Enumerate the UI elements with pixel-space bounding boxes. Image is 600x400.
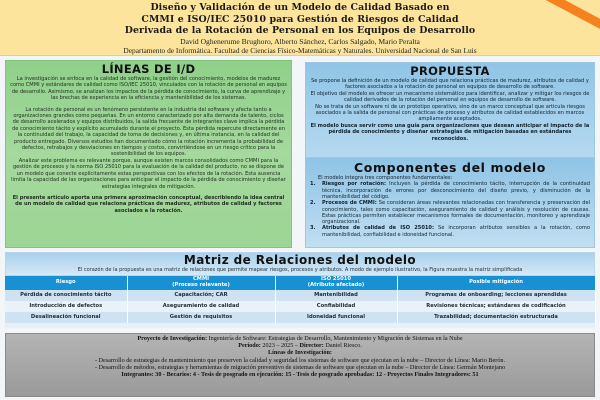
authors: David Oghenerume Brughoro, Alberto Sánchez, Carlos Salgado, Mario Peralta — [180, 36, 420, 46]
poster-title-line-1: Diseño y Validación de un Modelo de Calidad Basado en — [150, 2, 450, 13]
project-footer — [5, 333, 595, 397]
componente-keyword: Atributos de calidad de ISO 25010: — [322, 225, 435, 232]
lines-title: Líneas de Investigación: — [268, 349, 332, 357]
cell-iso: Confiabilidad — [275, 301, 397, 312]
poster-title-line-2: CMMI e ISO/IEC 25010 para Gestión de Riesgos de Calidad — [141, 13, 459, 25]
propuesta-title: PROPUESTA — [410, 64, 490, 78]
poster-header — [0, 0, 600, 56]
componente-item — [310, 181, 590, 200]
matriz-description: El corazón de la propuesta es una matriz de relaciones que permite mapear riesgos, procesos y atributos. A modo de ejemplo ilustrativo, la Figura muestra la matriz simplificada — [77, 267, 523, 273]
column-header-cmmi: CMMI (Proceso relevante) — [127, 276, 275, 290]
period-line: Período: 2023 – 2025 – Director: Daniel Riesco. — [238, 342, 362, 350]
propuesta-paragraph-3: No se trata de un software ni de un prototipo operativo, sino de un marco conceptual que articula riesgos asociados a la salida de personal con prácticas de proceso y atributos de calidad establecidos en marcos ampliamente aceptados. — [315, 103, 585, 123]
componente-item — [310, 225, 590, 238]
propuesta-paragraph-1: Se propone la definición de un modelo de calidad que relaciona prácticas de madurez, atributos de calidad y factores asociados a la rotación de personal en equipos de desarrollo de software. — [311, 78, 589, 91]
research-line-2: - Desarrollo de métodos, estrategias y herramientas de migración preventivo de sistemas de software que ejecutan en la nube – Director de Línea: Germán Montejano — [94, 363, 506, 371]
table-row — [5, 301, 595, 312]
matriz-header — [5, 252, 595, 276]
componentes-title: Componentes del modelo — [353, 160, 546, 175]
project-line: Proyecto de Investigación: Ingeniería de Software: Estrategias de Desarrollo, Mantenimiento y Migración de Sistemas en la Nube — [137, 335, 463, 342]
project-stats: Integrantes: 30 - Becarios: 4 - Tesis de posgrado en ejecución: 15 - Tesis de posgrado aprobadas: 12 - Proyectos Finales Integradores: 51 — [121, 371, 479, 379]
cell-mitigacion: Programas de onboarding; lecciones aprendidas — [397, 290, 595, 301]
lineas-title: LÍNEAS DE I/D — [101, 62, 196, 76]
table-row — [5, 312, 595, 323]
componente-keyword: Procesos de CMMI: — [322, 200, 377, 207]
affiliation: Departamento de Informática. Facultad de Ciencias Físico-Matemáticas y Naturales. Universidad Nacional de San Luis — [123, 46, 477, 56]
componente-keyword: Riesgos por rotación: — [322, 181, 387, 188]
componentes-list — [310, 181, 590, 238]
cell-cmmi: Gestión de requisitos — [127, 312, 275, 323]
cell-mitigacion: Trazabilidad; documentación estructurada — [397, 312, 595, 323]
lineas-paragraph-1: La investigación se enfoca en la calidad de software, la gestión del conocimiento, modelos de madurez como CMMI y estándares de calidad como ISO/IEC 25010, vinculados con la rotación de personal en equipos de desarrollo. Asimismo, se analizan los impactos de la pérdida de conocimiento, la curva de aprendizaje y las brechas de experiencia en la eficiencia y mantenibilidad de los sistemas. — [10, 76, 287, 102]
propuesta-section — [305, 62, 595, 158]
componente-number: 2. — [310, 200, 316, 207]
matriz-section — [5, 252, 595, 328]
componente-text: Incluyen la pérdida de conocimiento tácito, interrupción de la continuidad técnica, incorporación de errores por desconocimiento del diseño previo, y disminución de la mantenibilidad del código. — [322, 181, 590, 200]
column-header-riesgo: Riesgo — [5, 276, 127, 290]
lineas-paragraph-4: El presente artículo aporta una primera aproximación conceptual, describiendo la idea central de un modelo de calidad que relaciona prácticas de madurez, atributos de calidad y factores asociados a la rotación. — [12, 194, 285, 214]
componente-number: 3. — [310, 225, 316, 232]
lineas-paragraph-2: La rotación de personal es un fenómeno persistente en la industria del software y afecta tanto a organizaciones grandes como pequeñas. En un entorno caracterizado por alta demanda de talento, ciclos de desarrollo acelerados y equipos distribuidos, la salida frecuente de integrantes clave implica la pérdida de conocimiento tácito y explícito acumulado durante el proyecto. Esta pérdida repercute directamente en la continuidad del trabajo, la capacidad de toma de decisiones y, en última instancia, en la calidad del producto entregado. Diversos estudios han documentado cómo la rotación incrementa la probabilidad de defectos, retrabajos y desviaciones en tiempos y costos, convirtiéndose en un riesgo crítico para la sostenibilidad de los equipos. — [12, 106, 285, 158]
cell-iso: Mantenibilidad — [275, 290, 397, 301]
lineas-section — [5, 60, 292, 248]
lineas-paragraph-3: Analizar este problema es relevante porque, aunque existen marcos consolidados como CMMI para la gestión de procesos y la norma ISO 25010 para la evaluación de la calidad del producto, no se dispone de un modelo que conecte explícitamente estas perspectivas con los efectos de la rotación. Esta ausencia limita la capacidad de las organizaciones para anticipar el impacto de la pérdida de conocimiento y diseñar estrategias integrales de mitigación. — [11, 157, 286, 190]
propuesta-paragraph-4: El modelo busca servir como una guía para organizaciones que desean anticipar el impacto de la pérdida de conocimiento y diseñar estrategias de mitigación basadas en estándares reconocidos. — [310, 122, 590, 142]
table-row — [5, 290, 595, 301]
column-header-iso: ISO 25010 (Atributo afectado) — [275, 276, 397, 290]
cell-mitigacion: Revisiones técnicas; estándares de codificación — [397, 301, 595, 312]
poster-title-line-3: Derivada de la Rotación de Personal en los Equipos de Desarrollo — [124, 25, 476, 37]
componentes-intro: El modelo integra tres componentes fundamentales: — [318, 175, 453, 181]
propuesta-paragraph-2: El objetivo del modelo es ofrecer un mecanismo sistemático para identificar, analizar y mitigar los riesgos de calidad derivados de la rotación del personal en equipos de desarrollo de software. — [310, 90, 590, 104]
research-line-1: - Desarrollo de estrategias de mantenimiento que preserven la calidad y seguridad los sistemas de software que ejecutan en la nube – Director de Línea: Mario Berón. — [94, 356, 506, 364]
cell-riesgo: Desalineación funcional — [5, 312, 127, 323]
componente-text: Se consideran áreas relevantes relacionadas con transferencia y preservación del conocimiento, tales como capacitación, aseguramiento de calidad y análisis y resolución de causas. Estas prácticas permiten establecer mecanismos formales de documentación, monitoreo y aprendizaje organizacional. — [322, 200, 590, 226]
componentes-section — [305, 157, 595, 248]
matriz-title: Matriz de Relaciones del modelo — [183, 253, 417, 267]
cell-cmmi: Capacitación; CAR — [127, 290, 275, 301]
column-header-mitigacion: Posible mitigación — [397, 276, 595, 290]
componente-text: Se incorporan atributos sensibles a la rotación, como mantenibilidad, confiabilidad e idoneidad funcional. — [322, 225, 590, 238]
cell-iso: Idoneidad funcional — [275, 312, 397, 323]
matriz-header-row — [5, 276, 595, 290]
componente-item — [310, 200, 590, 225]
cell-cmmi: Aseguramiento de calidad — [127, 301, 275, 312]
componente-number: 1. — [310, 181, 316, 188]
cell-riesgo: Introducción de defectos — [5, 301, 127, 312]
cell-riesgo: Pérdida de conocimiento tácito — [5, 290, 127, 301]
matriz-table — [5, 276, 596, 323]
